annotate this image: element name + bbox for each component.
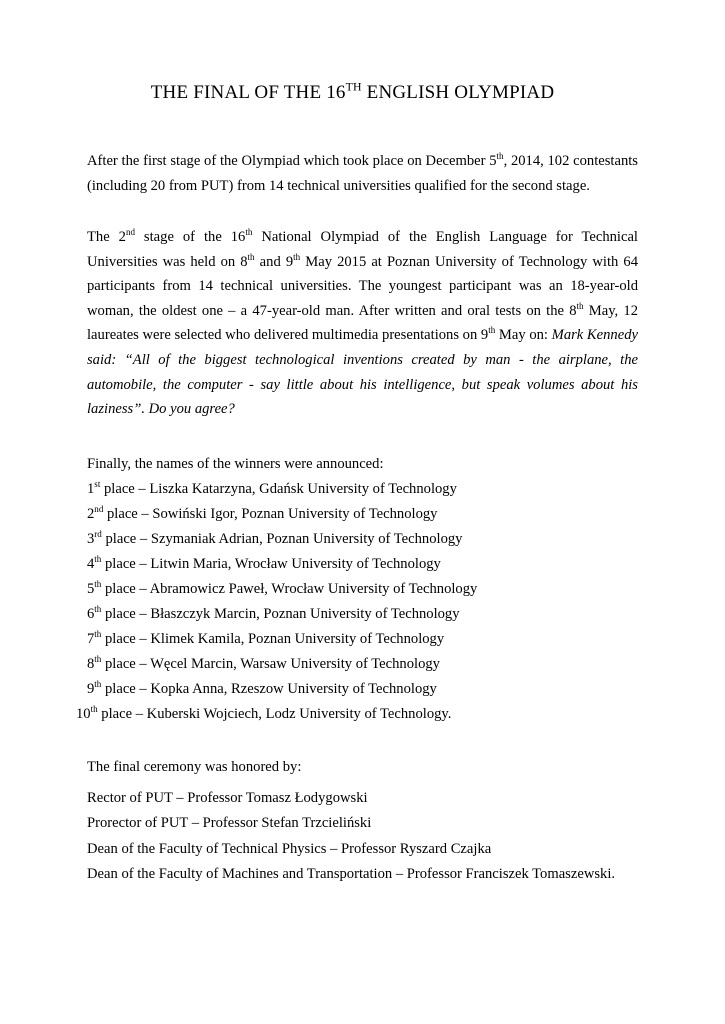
list-item: 1st place – Liszka Katarzyna, Gdańsk University of Technology — [87, 479, 457, 497]
list-item: Dean of the Faculty of Machines and Transportation – Professor Franciszek Tomaszewski. — [87, 866, 616, 883]
title-superscript: TH — [345, 80, 362, 94]
paragraph-first-stage: After the first stage of the Olympiad which took place on December 5th, 2014, 102 contestants (including 20 from PUT) from 14 technical universities qualified for the second stage. — [87, 151, 638, 194]
list-item: 4th place – Litwin Maria, Wrocław University of Technology — [87, 554, 441, 572]
list-item: 8th place – Węcel Marcin, Warsaw University of Technology — [87, 654, 440, 672]
list-item: 6th place – Błaszczyk Marcin, Poznan University of Technology — [87, 604, 460, 622]
list-item: Dean of the Faculty of Technical Physics – Professor Ryszard Czajka — [87, 840, 492, 857]
list-item: 10th place – Kuberski Wojciech, Lodz University of Technology. — [76, 704, 452, 722]
list-item: 5th place – Abramowicz Paweł, Wrocław University of Technology — [87, 579, 478, 597]
list-item: 2nd place – Sowiński Igor, Poznan University of Technology — [87, 504, 438, 522]
title-text: THE FINAL OF THE 16 — [150, 82, 346, 103]
page-title — [0, 82, 725, 104]
ceremony-list — [87, 786, 615, 888]
list-item: 9th place – Kopka Anna, Rzeszow University of Technology — [87, 679, 437, 697]
winners-intro: Finally, the names of the winners were announced: — [87, 456, 384, 472]
presentation-topic: Mark Kennedy said: “All of the biggest technological inventions created by man - the airplane, the automobile, the computer - say little about his intelligence, but speak volumes about his laziness”. Do you agree? — [87, 327, 638, 418]
list-item: Prorector of PUT – Professor Stefan Trzcieliński — [87, 815, 372, 832]
paragraph-second-stage: The 2nd stage of the 16th National Olympiad of the English Language for Technical Universities was held on 8th and 9th May 2015 at Poznan University of Technology with 64 participants from 14 technical universities. The youngest participant was an 18-year-old woman, the oldest one – a 47-year-old man. After written and oral tests on the 8th May, 12 laureates were selected who delivered multimedia presentations on 9th May on: Mark Kennedy said: “All of the biggest technological inventions created by man - the airplane, the automobile, the computer - say little about his intelligence, but speak volumes about his laziness”. Do you agree? — [87, 227, 639, 418]
ceremony-intro: The final ceremony was honored by: — [87, 759, 302, 775]
winners-list — [76, 452, 478, 727]
list-item: Rector of PUT – Professor Tomasz Łodygowski — [87, 790, 368, 806]
title-text-end: ENGLISH OLYMPIAD — [361, 82, 555, 103]
list-item: 7th place – Klimek Kamila, Poznan University of Technology — [87, 629, 445, 647]
list-item: 3rd place – Szymaniak Adrian, Poznan University of Technology — [87, 529, 463, 547]
